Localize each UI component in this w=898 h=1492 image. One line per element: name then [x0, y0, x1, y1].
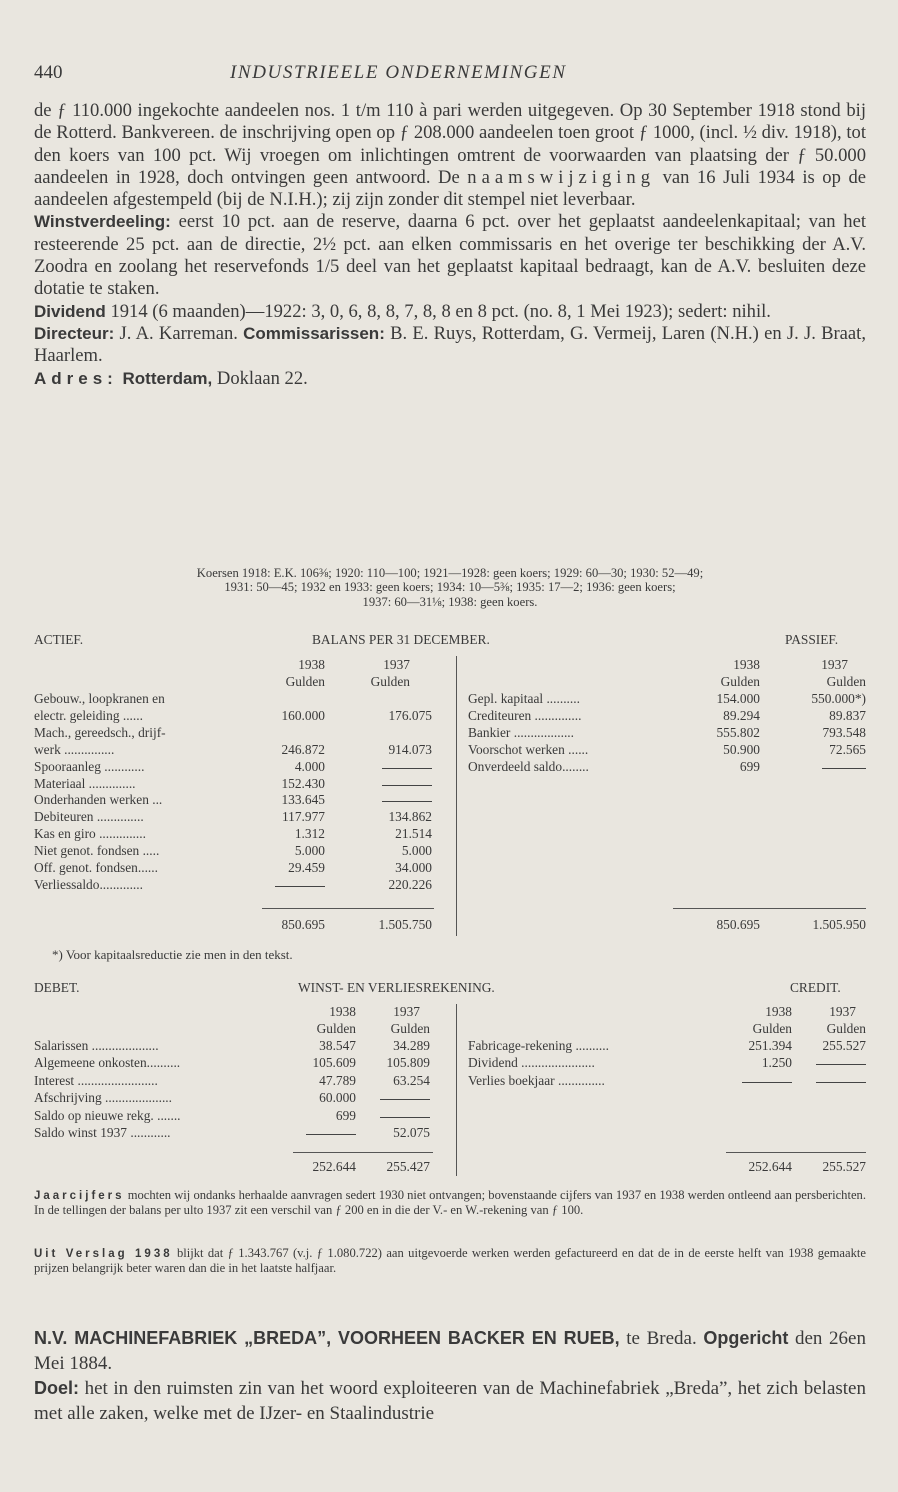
dividend-label: Dividend	[34, 301, 106, 321]
row-value-1938: 60.000	[319, 1090, 356, 1106]
row-label: werk ...............	[34, 741, 115, 757]
row-value-1938: 105.609	[312, 1055, 356, 1071]
column-divider	[456, 1004, 457, 1176]
year-header: 1937	[393, 1004, 420, 1019]
row-value-1937: 72.565	[829, 741, 866, 757]
balans-footnote: *) Voor kapitaalsreductie zie men in den tekst.	[52, 947, 293, 962]
row-label: Verlies boekjaar ..............	[468, 1072, 605, 1088]
total-rule	[293, 1152, 433, 1153]
row-value-1938: 117.977	[281, 809, 325, 825]
row-label: Onderhanden werken ...	[34, 792, 163, 808]
row-label: electr. geleiding ......	[34, 707, 143, 723]
row-label: Gebouw., loopkranen en	[34, 691, 165, 706]
unit-header: Gulden	[826, 1021, 866, 1036]
page-number: 440	[34, 62, 63, 83]
row-label: Verliessaldo.............	[34, 876, 143, 892]
company-place: te Breda.	[619, 1328, 704, 1349]
koersen-line: 1931: 50—45; 1932 en 1933: geen koers; 1934: 10—5⅜; 1935: 17—2; 1936: geen koers;	[224, 580, 676, 595]
empty-value-dash	[380, 1099, 430, 1100]
credit-heading: CREDIT.	[790, 980, 841, 995]
empty-value-dash	[380, 1117, 430, 1118]
row-value-1937: 793.548	[822, 724, 866, 740]
row-value-1938: 246.872	[281, 741, 325, 757]
intro-text-1: de ƒ 110.000 ingekochte aandeelen nos. 1 t/m 110 à pari werden uitgegeven. Op 30 September 1918 stond bij de Rotterd. Bankvereen. de inschrijving open op ƒ 208.000 aandeelen toen groot ƒ 1000, (incl. ½ div. 1918), tot den koers van 100 pct. Wij vroegen om inlichtingen omtrent de voorwaarden van plaatsing der ƒ 50.000 aandeelen in 1928, doch ontvingen geen antwoord. De	[34, 100, 866, 188]
row-label: Dividend ......................	[468, 1055, 595, 1071]
commissarissen-label: Commissarissen:	[243, 323, 385, 343]
empty-value-dash	[275, 886, 325, 887]
empty-value-dash	[816, 1082, 866, 1083]
row-value-1937: 220.226	[388, 876, 432, 892]
year-header: 1938	[329, 1004, 356, 1019]
year-header: 1937	[383, 657, 410, 672]
doel-label: Doel:	[34, 1378, 79, 1398]
unit-header: Gulden	[720, 674, 760, 689]
row-value-1937: 52.075	[393, 1125, 430, 1140]
adres-label: Adres:	[34, 368, 118, 388]
year-header: 1937	[829, 1004, 856, 1019]
debet-heading: DEBET.	[34, 980, 80, 995]
unit-header: Gulden	[285, 674, 325, 689]
row-label: Onverdeeld saldo........	[468, 758, 589, 774]
opgericht-label: Opgericht	[703, 1328, 789, 1348]
empty-value-dash	[816, 1064, 866, 1065]
row-label: Afschrijving ....................	[34, 1090, 172, 1106]
naamswijziging-term: naamswijziging	[467, 166, 656, 188]
actief-heading: ACTIEF.	[34, 632, 84, 647]
unit-header: Gulden	[826, 674, 866, 689]
row-value-1938: 555.802	[716, 724, 760, 740]
row-value-1938: 154.000	[716, 691, 760, 706]
row-value-1937: 255.527	[822, 1038, 866, 1053]
row-value-1938: 1.250	[761, 1055, 792, 1071]
total-rule	[726, 1152, 866, 1153]
row-value-1938: 251.394	[748, 1038, 792, 1053]
row-label: Fabricage-rekening ..........	[468, 1038, 609, 1053]
jaarcijfers-note	[34, 1188, 866, 1217]
credit-total-1937: 255.527	[822, 1159, 866, 1174]
row-value-1938: 50.900	[723, 741, 760, 757]
unit-header: Gulden	[370, 674, 410, 689]
row-label: Voorschot werken ......	[468, 741, 589, 757]
empty-value-dash	[382, 785, 432, 786]
koersen-line: Koersen 1918: E.K. 106⅜; 1920: 110—100; 1921—1928: geen koers; 1929: 60—30; 1930: 52—49;	[196, 566, 704, 580]
koersen-block	[34, 566, 866, 609]
row-value-1938: 1.312	[294, 826, 325, 842]
running-title: INDUSTRIEELE ONDERNEMINGEN	[230, 62, 567, 83]
intro-paragraph	[34, 100, 866, 211]
row-value-1937: 34.289	[393, 1038, 430, 1053]
year-header: 1938	[298, 657, 325, 672]
main-text	[34, 100, 866, 390]
row-value-1937: 21.514	[395, 826, 432, 842]
opgericht-text: den 26en Mei 1884.	[34, 1328, 866, 1374]
row-label: Mach., gereedsch., drijf-	[34, 724, 166, 740]
debet-total-1937: 255.427	[386, 1159, 430, 1174]
row-label: Niet genot. fondsen .....	[34, 843, 160, 859]
empty-value-dash	[306, 1134, 356, 1135]
adres-street: Doklaan 22.	[212, 367, 308, 389]
company-name: N.V. MACHINEFABRIEK „BREDA”, VOORHEEN BACKER EN RUEB,	[34, 1328, 620, 1348]
empty-value-dash	[382, 768, 432, 769]
row-label: Saldo op nieuwe rekg. .......	[34, 1107, 181, 1123]
row-value-1937: 550.000*)	[811, 691, 866, 706]
row-value-1938: 152.430	[281, 775, 325, 791]
row-label: Interest ........................	[34, 1072, 158, 1088]
row-value-1938: 699	[335, 1107, 356, 1123]
total-rule	[262, 908, 434, 909]
debet-total-1938: 252.644	[312, 1159, 356, 1174]
directeur-label: Directeur:	[34, 323, 115, 343]
row-value-1938: 47.789	[319, 1072, 356, 1088]
directeur-paragraph	[34, 323, 866, 368]
adres-paragraph	[34, 368, 866, 390]
unit-header: Gulden	[316, 1021, 356, 1036]
row-value-1937: 105.809	[386, 1055, 430, 1071]
adres-city: Rotterdam,	[122, 368, 213, 388]
empty-value-dash	[742, 1082, 792, 1083]
row-label: Debiteuren ..............	[34, 809, 144, 825]
row-value-1937: 63.254	[393, 1072, 430, 1088]
year-header: 1938	[765, 1004, 792, 1019]
row-label: Materiaal ..............	[34, 775, 136, 791]
dividend-text: 1914 (6 maanden)—1922: 3, 0, 6, 8, 8, 7, 8, 8 en 8 pct. (no. 8, 1 Mei 1923); sedert: nihil.	[105, 300, 771, 322]
empty-value-dash	[382, 801, 432, 802]
intro-text-2: van 16 Juli 1934 is op de aandeelen afgestempeld (bij de N.I.H.); zij zijn zonder dit stempel niet leverbaar.	[34, 166, 866, 211]
empty-value-dash	[822, 768, 866, 769]
unit-header: Gulden	[390, 1021, 430, 1036]
row-label: Off. genot. fondsen......	[34, 860, 158, 875]
row-value-1937: 914.073	[388, 741, 432, 757]
unit-header: Gulden	[752, 1021, 792, 1036]
jaarcijfers-text: mochten wij ondanks herhaalde aanvragen sedert 1930 niet ontvangen; bovenstaande cijfers van 1937 en 1938 werden ontleend aan persberichten. In de tellingen der balans per ulto 1937 zit een verschil van ƒ 200 en in die der V.- en W.-rekening van ƒ 100.	[34, 1188, 866, 1218]
koersen-line: 1937: 60—31⅛; 1938: geen koers.	[362, 594, 538, 609]
breda-entry	[34, 1326, 866, 1426]
total-rule	[673, 908, 866, 909]
wv-title: WINST- EN VERLIESREKENING.	[298, 980, 495, 995]
row-label: Salarissen ....................	[34, 1038, 159, 1053]
row-label: Saldo winst 1937 ............	[34, 1125, 171, 1140]
winstverdeeling-label: Winstverdeeling:	[34, 212, 171, 232]
row-label: Spooraanleg ............	[34, 758, 145, 774]
year-header: 1938	[733, 657, 760, 672]
row-value-1938: 699	[739, 758, 760, 774]
passief-total-1938: 850.695	[716, 917, 760, 932]
row-value-1938: 133.645	[281, 792, 325, 808]
row-label: Kas en giro ..............	[34, 826, 146, 842]
doel-text: het in den ruimsten zin van het woord exploiteeren van de Machinefabriek „Breda”, het zich belasten met alle zaken, welke met de IJzer- en Staalindustrie	[34, 1378, 866, 1424]
row-value-1937: 34.000	[395, 860, 432, 875]
row-label: Gepl. kapitaal ..........	[468, 691, 580, 706]
credit-total-1938: 252.644	[748, 1159, 792, 1174]
row-value-1938: 160.000	[281, 707, 325, 723]
row-value-1937: 89.837	[829, 707, 866, 723]
year-header: 1937	[821, 657, 848, 672]
row-value-1938: 29.459	[288, 860, 325, 875]
verslag-note	[34, 1246, 866, 1275]
dividend-paragraph	[34, 301, 866, 323]
row-label: Algemeene onkosten..........	[34, 1055, 181, 1071]
column-divider	[456, 656, 457, 936]
row-value-1937: 176.075	[388, 707, 432, 723]
verslag-text: blijkt dat ƒ 1.343.767 (v.j. ƒ 1.080.722) aan uitgevoerde werken werden gefactureerd en dat de in de eerste helft van 1938 gemaakte prijzen belangrijk beter waren dan die in het laatste halfjaar.	[34, 1246, 866, 1276]
verslag-label: Uit Verslag 1938	[34, 1248, 173, 1260]
jaarcijfers-label: Jaarcijfers	[34, 1190, 125, 1202]
passief-total-1937: 1.505.950	[812, 917, 866, 932]
winstverdeeling-text: eerst 10 pct. aan de reserve, daarna 6 pct. over het geplaatst aandeelenkapitaal; van het resteerende 25 pct. aan de directie, 2½ pct. aan elken commissaris en het overige ter beschikking der A.V. Zoodra en zoolang het reservefonds 1/5 deel van het geplaatst kapitaal bedraagt, kan de A.V. besluiten deze dotatie te staken.	[34, 211, 866, 300]
actief-total-1938: 850.695	[281, 917, 325, 932]
row-value-1937: 5.000	[401, 843, 432, 859]
row-value-1938: 89.294	[723, 707, 760, 723]
row-value-1938: 38.547	[319, 1038, 356, 1053]
directeur-text: J. A. Karreman.	[114, 322, 244, 344]
commissarissen-text: B. E. Ruys, Rotterdam, G. Vermeij, Laren (N.H.) en J. J. Braat, Haarlem.	[34, 322, 866, 367]
passief-heading: PASSIEF.	[785, 632, 839, 647]
row-value-1938: 4.000	[294, 758, 325, 774]
row-label: Bankier ..................	[468, 724, 574, 740]
row-label: Crediteuren ..............	[468, 707, 582, 723]
row-value-1937: 134.862	[388, 809, 432, 825]
balans-title: BALANS PER 31 DECEMBER.	[312, 632, 490, 647]
winstverdeeling-paragraph	[34, 211, 866, 300]
row-value-1938: 5.000	[294, 843, 325, 859]
actief-total-1937: 1.505.750	[378, 917, 432, 932]
